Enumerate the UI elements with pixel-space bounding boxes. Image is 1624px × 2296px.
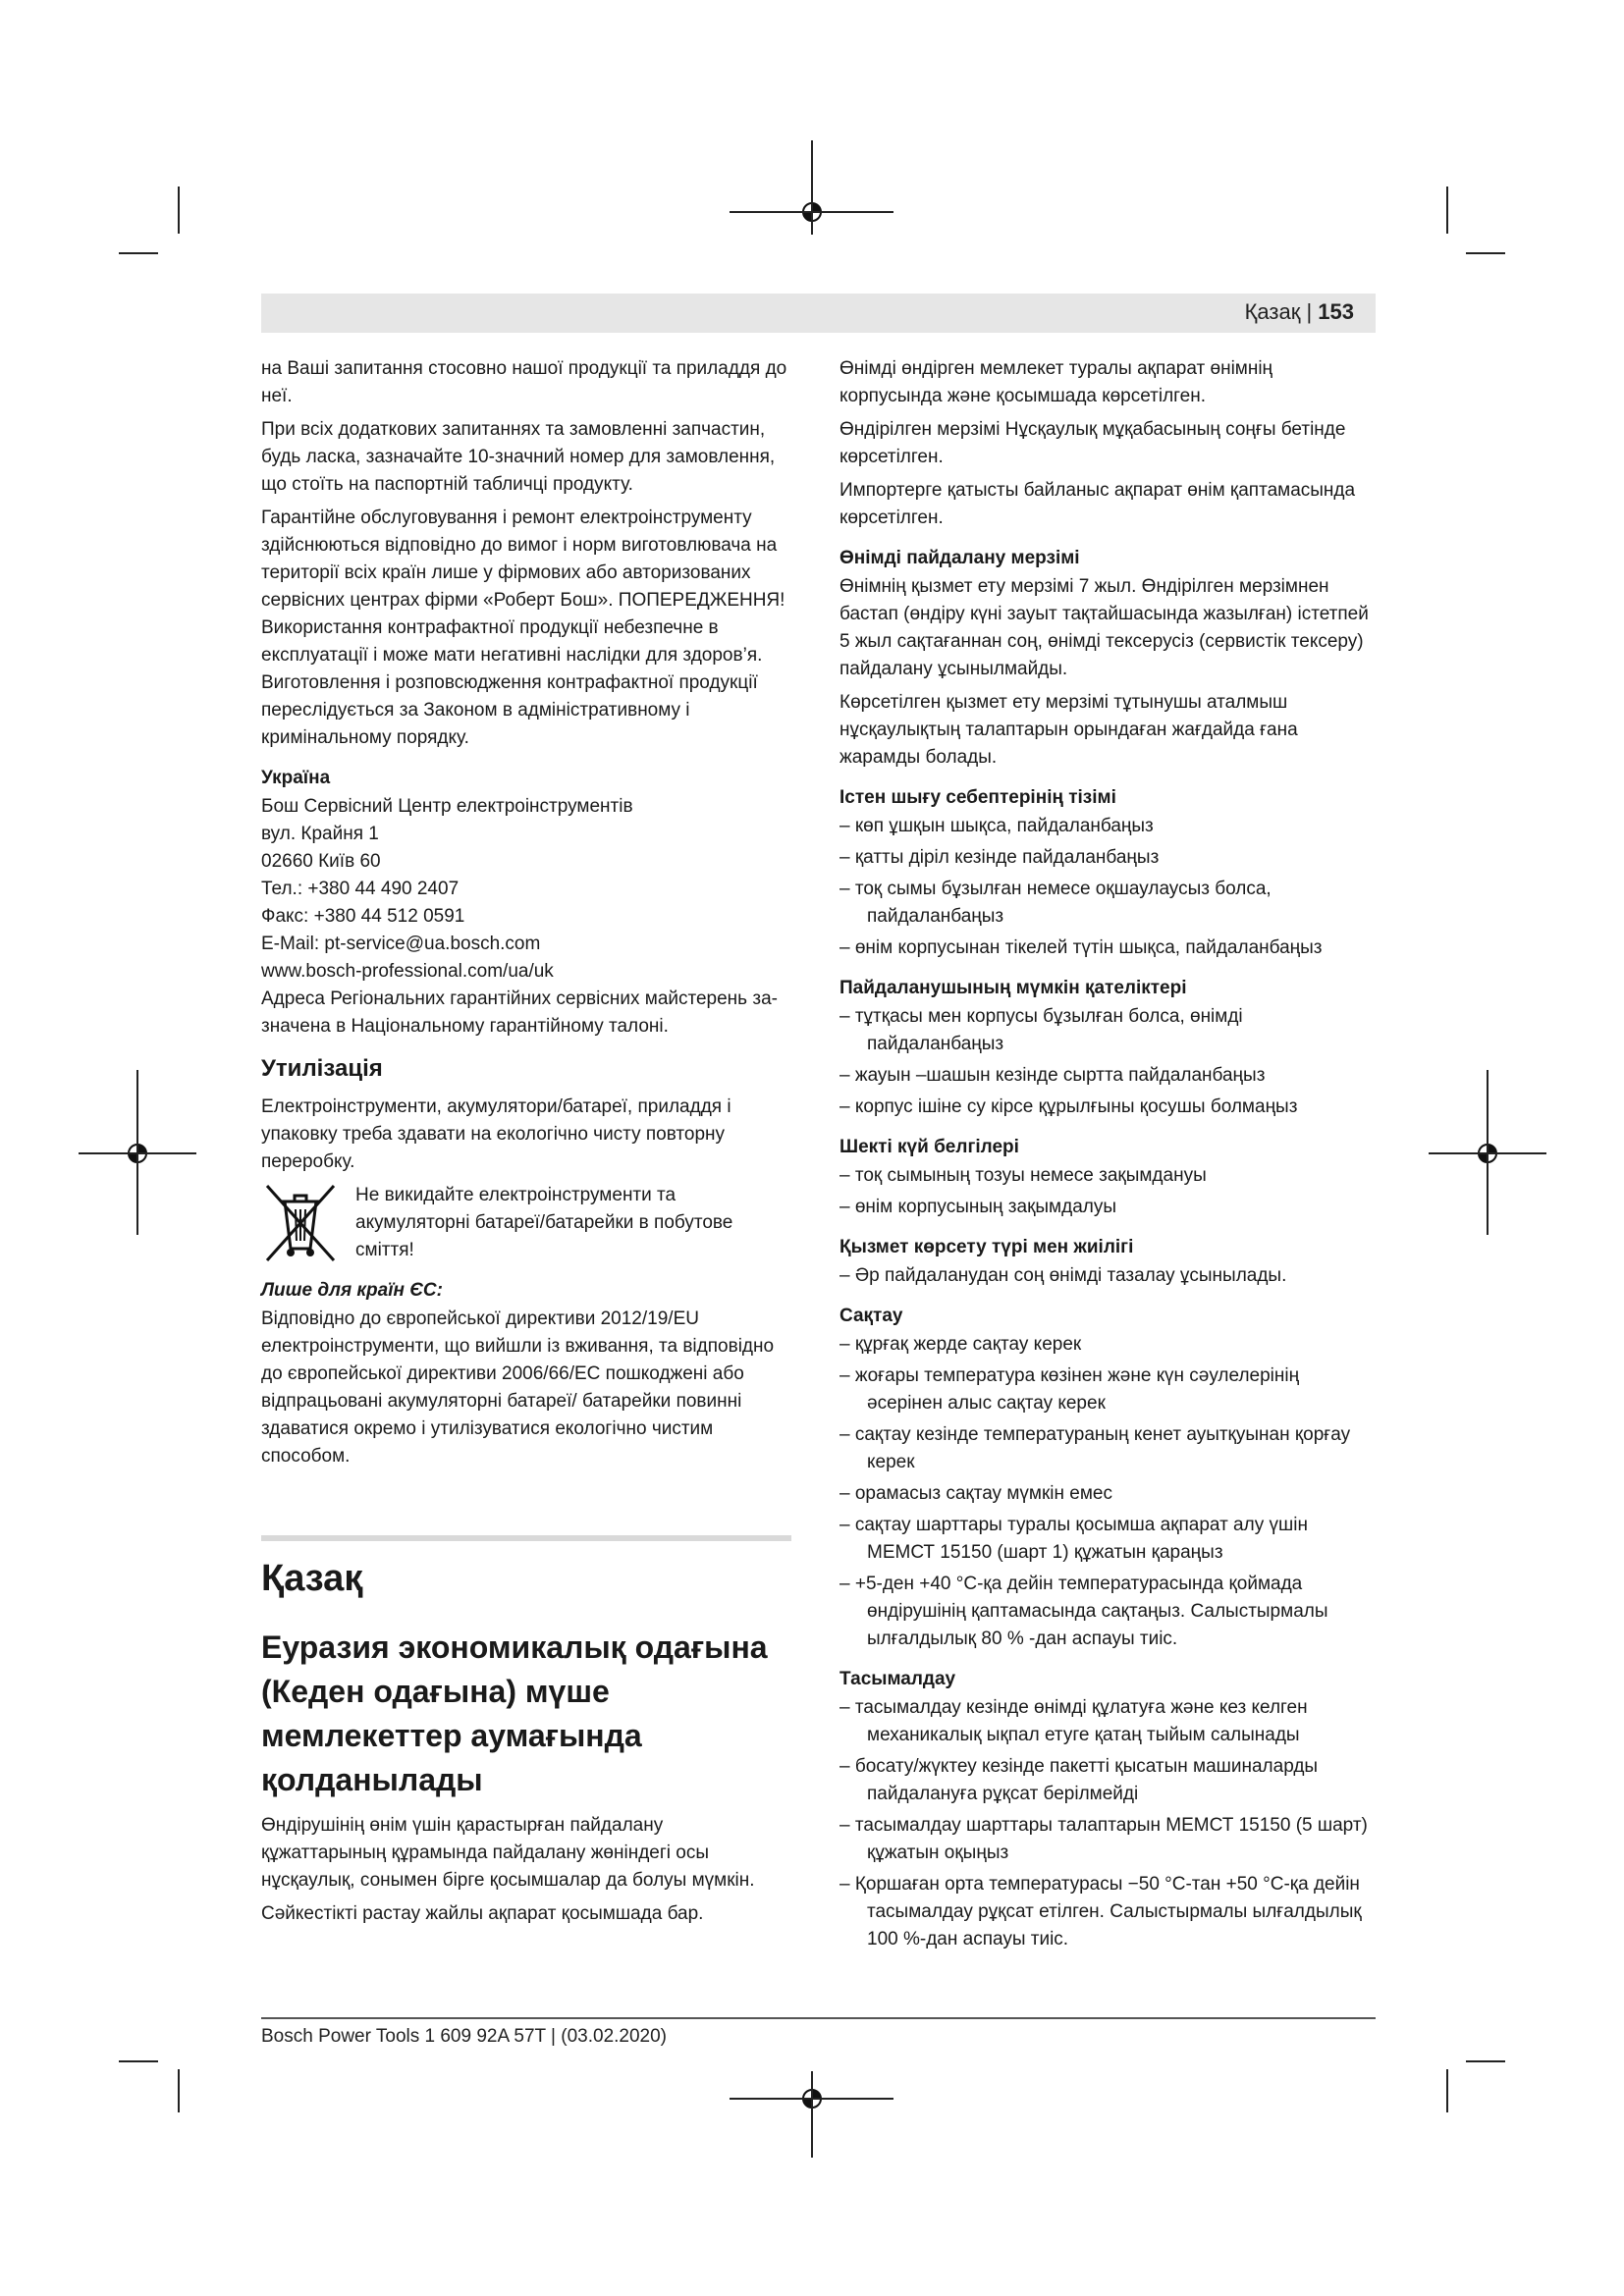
failure-causes-heading: Істен шығу себептерінің тізімі xyxy=(839,787,1116,808)
paragraph: Відповідно до європейської директиви 2012/19/EU електроінструменти, що вийшли із вживання, та відповідно до європейської директиви 2006/66/EC пошкоджені або відпрацьовані акумуляторні батареї/ батарейки повинні здаватися окремо і утилізуватися екологічно чистим способом. xyxy=(261,1308,775,1467)
paragraph: Електроінструменти, акумулятори/батареї, приладдя і упаковку треба здавати на екологічно чисту повторну переробку. xyxy=(261,1096,731,1172)
list-item: – өнім корпусының зақымдалуы xyxy=(839,1194,1375,1221)
registration-line-left-v xyxy=(136,1070,138,1235)
paragraph: Көрсетілген қызмет ету мерзімі тұтынушы аталмыш нұсқаулықтың талаптарын орындаған жағдайда ғана жарамды болады. xyxy=(839,692,1298,768)
kz-subtitle: Еуразия экономикалық одағына (Кеден одағына) мүше мемлекеттер аумағында қолданылады xyxy=(261,1629,768,1797)
failure-causes-list xyxy=(839,813,1375,962)
list-item: – +5-ден +40 °C-қа дейін температурасында қоймада өндірушінің қаптамасында сақтаңыз. Салыстырмалы ылғалдылық 80 % -дан аспауы тиіс. xyxy=(839,1571,1375,1653)
crop-mark-top-right-v xyxy=(1446,187,1448,234)
header-label: Қазақ | 153 xyxy=(1244,299,1354,324)
ukraine-address xyxy=(261,793,791,986)
crop-mark-top-right-h xyxy=(1466,252,1505,254)
weee-notice xyxy=(261,1182,791,1264)
crop-mark-bottom-right-v xyxy=(1446,2069,1448,2112)
paragraph: Гарантійне обслуговування і ремонт електроінструменту здійснюються відповідно до вимог і норм виготовлювача на території всіх країн лише у фірмових або авторизованих сервісних центрах фірми «Роберт Бош». ПОПЕРЕДЖЕННЯ! Використання контрафактної продукції небезпечне в експлуатації і може мати негативні наслідки для здоров’я. Виготовлення і розповсюдження контрафактної продукції переслідується за Законом в адміністративному і кримінальному порядку. xyxy=(261,507,785,748)
paragraph: Импортерге қатысты байланыс ақпарат өнім қаптамасында көрсетілген. xyxy=(839,480,1356,528)
weee-text: Не викидайте електроінструменти та акумуляторні батареї/батарейки в побутове сміття! xyxy=(355,1185,733,1260)
list-item: – тасымалдау шарттары талаптарын МЕМСТ 15150 (5 шарт) құжатын оқыңыз xyxy=(839,1812,1375,1867)
section-divider xyxy=(261,1535,791,1541)
ukraine-heading: Україна xyxy=(261,768,331,788)
address-line: вул. Крайня 1 xyxy=(261,824,379,844)
paragraph: Адреса Регіональних гарантійних сервісних майстерень за- значена в Національному гарантійному талоні. xyxy=(261,988,778,1037)
address-line: 02660 Київ 60 xyxy=(261,851,381,872)
list-item: – сақтау шарттары туралы қосымша ақпарат алу үшін МЕМСТ 15150 (шарт 1) құжатын қараңыз xyxy=(839,1512,1375,1567)
limit-state-heading: Шекті күй белгілері xyxy=(839,1137,1019,1157)
crop-mark-top-left-h xyxy=(119,252,158,254)
list-item: – босату/жүктеу кезінде пакетті қысатын машиналарды пайдалануға рұқсат берілмейді xyxy=(839,1753,1375,1808)
website-line: www.bosch-professional.com/ua/uk xyxy=(261,961,554,982)
maintenance-list xyxy=(839,1262,1375,1290)
list-item: – жауын –шашын кезінде сыртта пайдаланбаңыз xyxy=(839,1062,1375,1090)
maintenance-heading: Қызмет көрсету түрі мен жиілігі xyxy=(839,1237,1134,1257)
left-column xyxy=(261,355,791,1934)
address-line: Бош Сервісний Центр електроінструментів xyxy=(261,796,633,817)
list-item: – тұтқасы мен корпусы бұзылған болса, өнімді пайдаланбаңыз xyxy=(839,1003,1375,1058)
service-life-heading: Өнімді пайдалану мерзімі xyxy=(839,548,1080,568)
right-column xyxy=(839,355,1375,1957)
list-item: – көп ұшқын шықса, пайдаланбаңыз xyxy=(839,813,1375,840)
page-header xyxy=(261,294,1376,333)
user-errors-list xyxy=(839,1003,1375,1121)
header-section: Қазақ xyxy=(1244,299,1301,324)
paragraph: Өндірілген мерзімі Нұсқаулық мұқабасының соңғы бетінде көрсетілген. xyxy=(839,419,1346,467)
footer-text: Bosch Power Tools 1 609 92A 57T | (03.02.2020) xyxy=(261,2026,668,2047)
crop-mark-bottom-left-h xyxy=(119,2060,158,2062)
page-number: 153 xyxy=(1318,299,1354,324)
paragraph: Өндірушінің өнім үшін қарастырған пайдалану құжаттарының құрамында пайдалану жөніндегі осы нұсқаулық, сонымен бірге қосымшалар да болуы мүмкін. xyxy=(261,1815,755,1891)
eu-heading: Лише для країн ЄС: xyxy=(261,1280,443,1301)
fax-line: Факс: +380 44 512 0591 xyxy=(261,906,465,927)
registration-line-bottom-v xyxy=(811,2071,813,2158)
paragraph: Өнімнің қызмет ету мерзімі 7 жыл. Өндірілген мерзімнен бастап (өндіру күні зауыт тақтайшасында жазылған) істетпей 5 жыл сақтағаннан соң, өнімді тексерусіз (сервистік тексеру) пайдалану ұсынылмайды. xyxy=(839,576,1369,679)
paragraph: При всіх додаткових запитаннях та замовленні запчастин, будь ласка, зазначайте 10-значний номер для замовлення, що стоїть на паспортній табличці продукту. xyxy=(261,419,776,495)
paragraph: на Ваші запитання стосовно нашої продукції та приладдя до неї. xyxy=(261,358,787,406)
transport-heading: Тасымалдау xyxy=(839,1669,956,1689)
limit-state-list xyxy=(839,1162,1375,1221)
list-item: – Қоршаған орта температурасы −50 °C-тан +50 °C-қа дейін тасымалдау рұқсат етілген. Салыстырмалы ылғалдылық 100 %-дан аспауы тиіс. xyxy=(839,1871,1375,1953)
crossed-out-bin-icon xyxy=(261,1182,340,1264)
list-item: – құрғақ жерде сақтау керек xyxy=(839,1331,1375,1359)
list-item: – тоқ сымының тозуы немесе зақымдануы xyxy=(839,1162,1375,1190)
list-item: – корпус ішіне су кірсе құрылғыны қосушы болмаңыз xyxy=(839,1094,1375,1121)
user-errors-heading: Пайдаланушының мүмкін қателіктері xyxy=(839,978,1187,998)
crop-mark-bottom-right-h xyxy=(1466,2060,1505,2062)
list-item: – орамасыз сақтау мүмкін емес xyxy=(839,1480,1375,1508)
storage-list xyxy=(839,1331,1375,1653)
list-item: – сақтау кезінде температураның кенет ауытқуынан қорғау керек xyxy=(839,1421,1375,1476)
registration-line-top-v xyxy=(811,140,813,235)
phone-line: Тел.: +380 44 490 2407 xyxy=(261,879,460,899)
list-item: – Әр пайдаланудан соң өнімді тазалау ұсынылады. xyxy=(839,1262,1375,1290)
registration-line-right-v xyxy=(1487,1070,1489,1235)
paragraph: Сәйкестікті растау жайлы ақпарат қосымшада бар. xyxy=(261,1903,704,1924)
disposal-heading: Утилізація xyxy=(261,1055,383,1082)
list-item: – қатты діріл кезінде пайдаланбаңыз xyxy=(839,844,1375,872)
transport-list xyxy=(839,1694,1375,1953)
storage-heading: Сақтау xyxy=(839,1306,903,1326)
list-item: – жоғары температура көзінен және күн сәулелерінің әсерінен алыс сақтау керек xyxy=(839,1362,1375,1417)
language-title: Қазақ xyxy=(261,1558,363,1599)
list-item: – тоқ сымы бұзылған немесе оқшаулаусыз болса, пайдаланбаңыз xyxy=(839,876,1375,931)
crop-mark-bottom-left-v xyxy=(178,2069,180,2112)
crop-mark-top-left-v xyxy=(178,187,180,234)
list-item: – өнім корпусынан тікелей түтін шықса, пайдаланбаңыз xyxy=(839,934,1375,962)
email-line: E-Mail: pt-service@ua.bosch.com xyxy=(261,934,541,954)
list-item: – тасымалдау кезінде өнімді құлатуға және кез келген механикалық ықпал етуге қатаң тыйым салынады xyxy=(839,1694,1375,1749)
paragraph: Өнімді өндірген мемлекет туралы ақпарат өнімнің корпусында және қосымшада көрсетілген. xyxy=(839,358,1273,406)
footer-rule xyxy=(261,2017,1376,2019)
